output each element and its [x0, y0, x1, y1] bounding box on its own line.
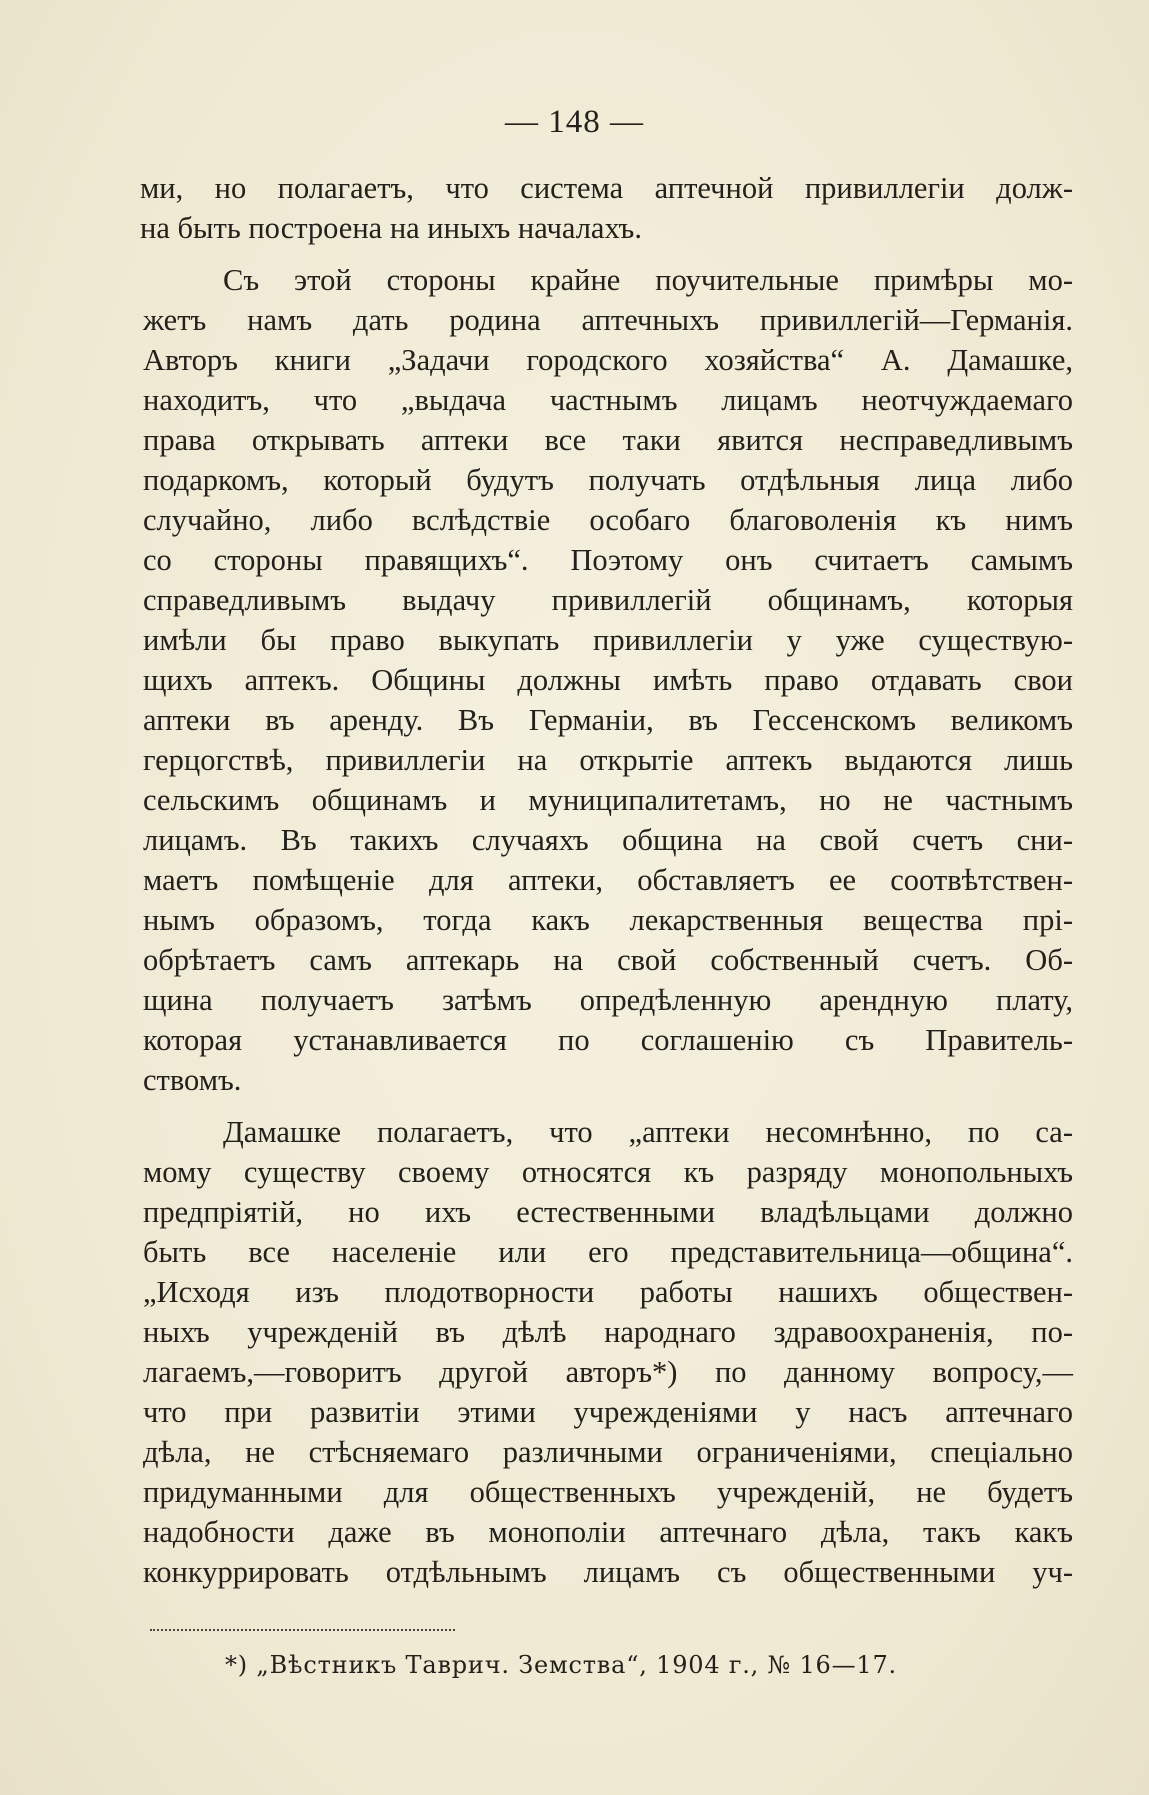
- text-line: надобности даже въ монополіи аптечнаго дѣла, такъ какъ: [143, 1515, 1073, 1549]
- text-line: конкуррировать отдѣльнымъ лицамъ съ общественными уч-: [143, 1555, 1073, 1589]
- text-line: Дамашке полагаетъ, что „аптеки несомнѣнно, по са-: [223, 1115, 1073, 1149]
- text-line: нымъ образомъ, тогда какъ лекарственныя вещества прі-: [143, 903, 1073, 937]
- text-line: лагаемъ,—говоритъ другой авторъ*) по данному вопросу,—: [143, 1355, 1073, 1389]
- text-line: что при развитіи этими учрежденіями у насъ аптечнаго: [143, 1395, 1073, 1429]
- text-line: предпріятій, но ихъ естественными владѣльцами должно: [143, 1195, 1073, 1229]
- text-line: Съ этой стороны крайне поучительные примѣры мо-: [223, 263, 1073, 297]
- text-line: ствомъ.: [143, 1063, 242, 1097]
- text-line: „Исходя изъ плодотворности работы нашихъ обществен-: [143, 1275, 1073, 1309]
- text-line: со стороны правящихъ“. Поэтому онъ считаетъ самымъ: [143, 543, 1073, 577]
- paragraph-1: [140, 168, 1073, 248]
- text-line: справедливымъ выдачу привиллегій общинамъ, которыя: [143, 583, 1073, 617]
- text-line: щина получаетъ затѣмъ опредѣленную арендную плату,: [143, 983, 1073, 1017]
- text-line: обрѣтаетъ самъ аптекарь на свой собственный счетъ. Об-: [143, 943, 1073, 977]
- text-line: ми, но полагаетъ, что система аптечной привиллегіи долж-: [140, 171, 1073, 205]
- text-line: придуманными для общественныхъ учрежденій, не будетъ: [143, 1475, 1073, 1509]
- paragraph-3: [143, 1112, 1073, 1592]
- text-line: находитъ, что „выдача частнымъ лицамъ неотчуждаемаго: [143, 383, 1073, 417]
- footnote: *) „Вѣстникъ Таврич. Земства“, 1904 г., № 16—17.: [225, 1651, 897, 1679]
- text-line: ныхъ учрежденій въ дѣлѣ народнаго здравоохраненія, по-: [143, 1315, 1073, 1349]
- text-line: маетъ помѣщеніе для аптеки, обставляетъ ее соотвѣтствен-: [143, 863, 1073, 897]
- text-line: дѣла, не стѣсняемаго различными ограниченіями, спеціально: [143, 1435, 1073, 1469]
- text-line: герцогствѣ, привиллегіи на открытіе аптекъ выдаются лишь: [143, 743, 1073, 777]
- footnote-divider: [150, 1629, 455, 1631]
- text-line: случайно, либо вслѣдствіе особаго благоволенія къ нимъ: [143, 503, 1073, 537]
- text-line: права открывать аптеки все таки явится несправедливымъ: [143, 423, 1073, 457]
- text-line: щихъ аптекъ. Общины должны имѣть право отдавать свои: [143, 663, 1073, 697]
- text-line: подаркомъ, который будутъ получать отдѣльныя лица либо: [143, 463, 1073, 497]
- text-line: которая устанавливается по соглашенію съ Правитель-: [143, 1023, 1073, 1057]
- text-line: лицамъ. Въ такихъ случаяхъ община на свой счетъ сни-: [143, 823, 1073, 857]
- text-line: быть все населеніе или его представительница—община“.: [143, 1235, 1073, 1269]
- text-line: мому существу своему относятся къ разряду монопольныхъ: [143, 1155, 1073, 1189]
- text-line: аптеки въ аренду. Въ Германіи, въ Гессенскомъ великомъ: [143, 703, 1073, 737]
- text-line: сельскимъ общинамъ и муниципалитетамъ, но не частнымъ: [143, 783, 1073, 817]
- body-text: [140, 168, 1073, 1592]
- page-number: — 148 —: [505, 104, 644, 140]
- text-line: жетъ намъ дать родина аптечныхъ привиллегій—Германія.: [143, 303, 1073, 337]
- text-line: Авторъ книги „Задачи городского хозяйства“ А. Дамашке,: [143, 343, 1073, 377]
- paragraph-2: [143, 260, 1073, 1100]
- text-line: на быть построена на иныхъ началахъ.: [140, 211, 642, 245]
- text-line: имѣли бы право выкупать привиллегіи у уже существую-: [143, 623, 1073, 657]
